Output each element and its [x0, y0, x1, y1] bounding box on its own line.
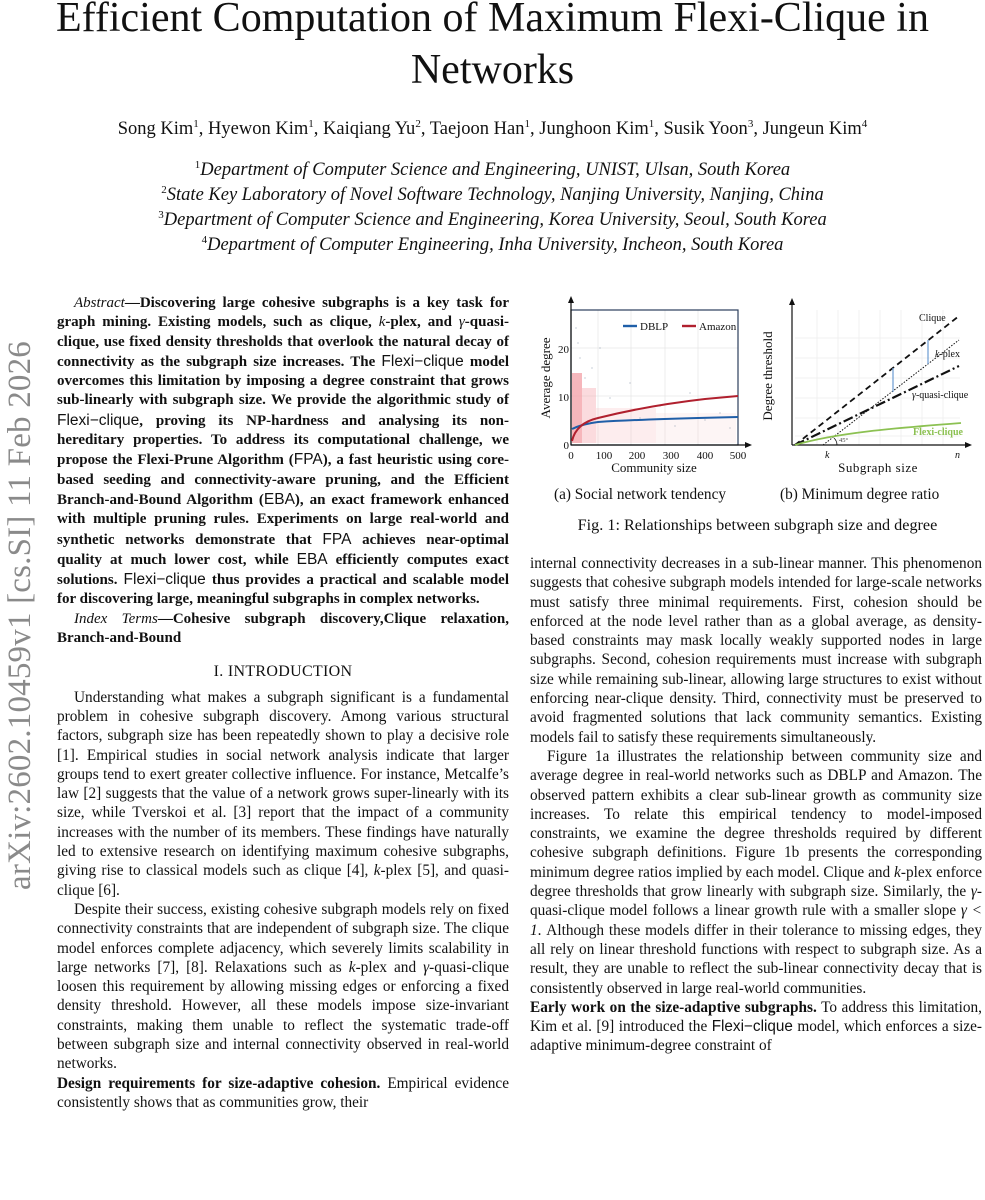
- author: Kaiqiang Yu$^2$: [323, 118, 421, 139]
- figure-caption: Fig. 1: Relationships between subgraph size and degree: [577, 516, 938, 534]
- title-line-2: Networks: [410, 47, 575, 93]
- affiliation-list: [0, 158, 985, 258]
- affiliation: $^1$Department of Computer Science and Engineering, UNIST, Ulsan, South Korea: [194, 159, 791, 180]
- subcaption-b: (b) Minimum degree ratio: [780, 486, 940, 503]
- author: Jungeun Kim$^4$: [762, 118, 868, 139]
- x-axis-label: Subgraph size: [838, 460, 918, 475]
- chart-minimum-degree-ratio: [755, 288, 985, 483]
- svg-text:200: 200: [628, 450, 646, 462]
- intro-paragraph-2: Despite their success, existing cohesive subgraph models rely on fixed connectivity constraints that are independent of subgraph size. The clique model enforces complete adjacency, which severely limits scalability in large networks [7], [8]. Relaxations such as k-plex and γ-quasi-clique loosen this requirement by allowing missing edges or enforcing a fixed density threshold. However, all these models impose size-invariant constraints, making them unable to reflect the systematic trade-off between subgraph size and internal connectivity observed in real-world networks.: [57, 900, 510, 1073]
- intro-paragraph-1: Understanding what makes a subgraph significant is a fundamental problem in cohesive subgraph discovery. Among various structural factors, subgraph size has been repeatedly shown to play a decisive role [1]. Empirical studies in social network analysis indicate that larger groups tend to exert greater collective influence. For instance, Metcalfe’s law [2] suggests that the value of a network grows super-linearly with its size, while Tverskoi et al. [3] report that the impact of a community increases with the number of its members. These findings have naturally led to extensive research on identifying maximum cohesive subgraphs, giving rise to classical models such as clique [4], k-plex [5], and quasi-clique [6].: [57, 688, 509, 899]
- angle-arc: [834, 438, 837, 445]
- legend: [623, 321, 737, 333]
- y-axis-label: Degree threshold: [760, 331, 775, 421]
- author: Song Kim$^1$: [117, 118, 199, 139]
- paper-title: [0, 0, 985, 96]
- author-list: Song Kim$^1$, Hyewon Kim$^1$, Kaiqiang Yu$^2$, Taejoon Han$^1$, Junghoon Kim$^1$, Susik Yoon$^3$, Jungeun Kim$^4$: [117, 118, 868, 139]
- x-axis-label: Community size: [611, 460, 697, 475]
- body-paragraph: Figure 1a illustrates the relationship between community size and average degree in real-world networks such as DBLP and Amazon. The observed pattern exhibits a clear sub-linear growth as community size increases. To relate this empirical tendency to model-imposed constraints, we examine the degree thresholds required by different cohesive subgraph definitions. Figure 1b presents the corresponding minimum degree ratios implied by each model. Clique and k-plex enforce degree thresholds that grow linearly with subgraph size. Similarly, the γ-quasi-clique model follows a linear growth rule with a smaller slope γ < 1. Although these models differ in their tolerance to missing edges, they all rely on linear threshold functions with respect to subgraph size. As a result, they are unable to reflect the sub-linear connectivity decay that is consistently observed in large real-world communities.: [530, 747, 982, 997]
- y-ticks: [558, 344, 570, 452]
- subcaption-a: (a) Social network tendency: [554, 486, 727, 503]
- affiliation: $^2$State Key Laboratory of Novel Software Technology, Nanjing University, Nanjing, China: [161, 184, 824, 205]
- affiliation: $^4$Department of Computer Engineering, Inha University, Incheon, South Korea: [201, 234, 784, 255]
- svg-text:100: 100: [595, 450, 613, 462]
- section-heading-introduction: I. INTRODUCTION: [213, 663, 353, 681]
- svg-text:k-plex: k-plex: [935, 349, 960, 360]
- svg-text:DBLP: DBLP: [640, 321, 669, 333]
- svg-text:10: 10: [558, 392, 569, 404]
- svg-text:20: 20: [558, 344, 569, 356]
- affiliation: $^3$Department of Computer Science and Engineering, Korea University, Seoul, South Korea: [158, 209, 827, 230]
- body-paragraph: Early work on the size-adaptive subgraphs. To address this limitation, Kim et al. [9] introduced the Flexi−clique model, which enforces a size-adaptive minimum-degree constraint of: [530, 998, 983, 1055]
- svg-text:400: 400: [696, 450, 714, 462]
- svg-text:k: k: [825, 450, 830, 461]
- figure-1: [530, 288, 985, 538]
- right-column: [530, 554, 982, 1056]
- svg-text:Amazon: Amazon: [699, 321, 737, 333]
- arxiv-identifier: arXiv:2602.10459v1 [cs.SI] 11 Feb 2026: [2, 341, 38, 890]
- svg-text:45°: 45°: [839, 437, 849, 444]
- abstract: Abstract—Discovering large cohesive subgraphs is a key task for graph mining. Existing models, such as clique, k-plex, and γ-quasi-clique, use fixed density thresholds that overlook the natural decay of connectivity as the subgraph size increases. The Flexi−clique model overcomes this limitation by imposing a degree constraint that grows sub-linearly with subgraph size. We provide the algorithmic study of Flexi−clique, proving its NP-hardness and analysing its non-hereditary properties. To address its computational challenge, we propose the Flexi-Prune Algorithm (FPA), a fast heuristic using core-based seeding and connectivity-aware pruning, and the Efficient Branch-and-Bound Algorithm (EBA), an exact framework enhanced with multiple pruning rules. Experiments on large real-world and synthetic networks demonstrate that FPA achieves near-optimal quality at much lower cost, while EBA efficiently computes exact solutions. Flexi−clique thus provides a practical and scalable model for discovering large, meaningful subgraphs in complex networks.: [57, 295, 509, 608]
- title-line-1: Efficient Computation of Maximum Flexi-Clique in: [56, 0, 929, 41]
- author: Hyewon Kim$^1$: [208, 118, 314, 139]
- svg-text:300: 300: [662, 450, 680, 462]
- y-axis-label: Average degree: [538, 337, 553, 419]
- chart-social-network-tendency: [530, 288, 755, 483]
- intro-paragraph-3: Design requirements for size-adaptive cohesion. Empirical evidence consistently shows that as communities grow, their: [57, 1074, 509, 1111]
- svg-text:n: n: [955, 450, 960, 461]
- svg-text:Clique: Clique: [919, 313, 946, 324]
- svg-text:500: 500: [729, 450, 747, 462]
- author: Junghoon Kim$^1$: [539, 118, 655, 139]
- svg-text:0: 0: [563, 440, 569, 452]
- left-column: [57, 294, 509, 1112]
- author: Susik Yoon$^3$: [663, 118, 754, 139]
- svg-text:0: 0: [568, 450, 574, 462]
- body-paragraph: internal connectivity decreases in a sub-linear manner. This phenomenon suggests that cohesive subgraph models intended for large-scale networks must satisfy three minimal requirements. First, cohesion should be enforced at the node level rather than as a global average, as density-based constraints may mask locally weakly supported nodes in large subgraphs. Second, cohesion requirements must increase with subgraph size while remaining sub-linear, allowing large structures to exist without enforcing near-clique density. Third, connectivity must be preserved to avoid fragmented solutions that lack community semantics. Existing models fail to satisfy these requirements simultaneously.: [530, 555, 982, 746]
- author: Taejoon Han$^1$: [429, 118, 531, 139]
- svg-text:Flexi-clique: Flexi-clique: [913, 427, 963, 438]
- svg-text:γ-quasi-clique: γ-quasi-clique: [912, 390, 969, 401]
- scatter-points: [572, 373, 736, 443]
- index-terms: Index Terms—Cohesive subgraph discovery,Clique relaxation, Branch-and-Bound: [57, 610, 509, 647]
